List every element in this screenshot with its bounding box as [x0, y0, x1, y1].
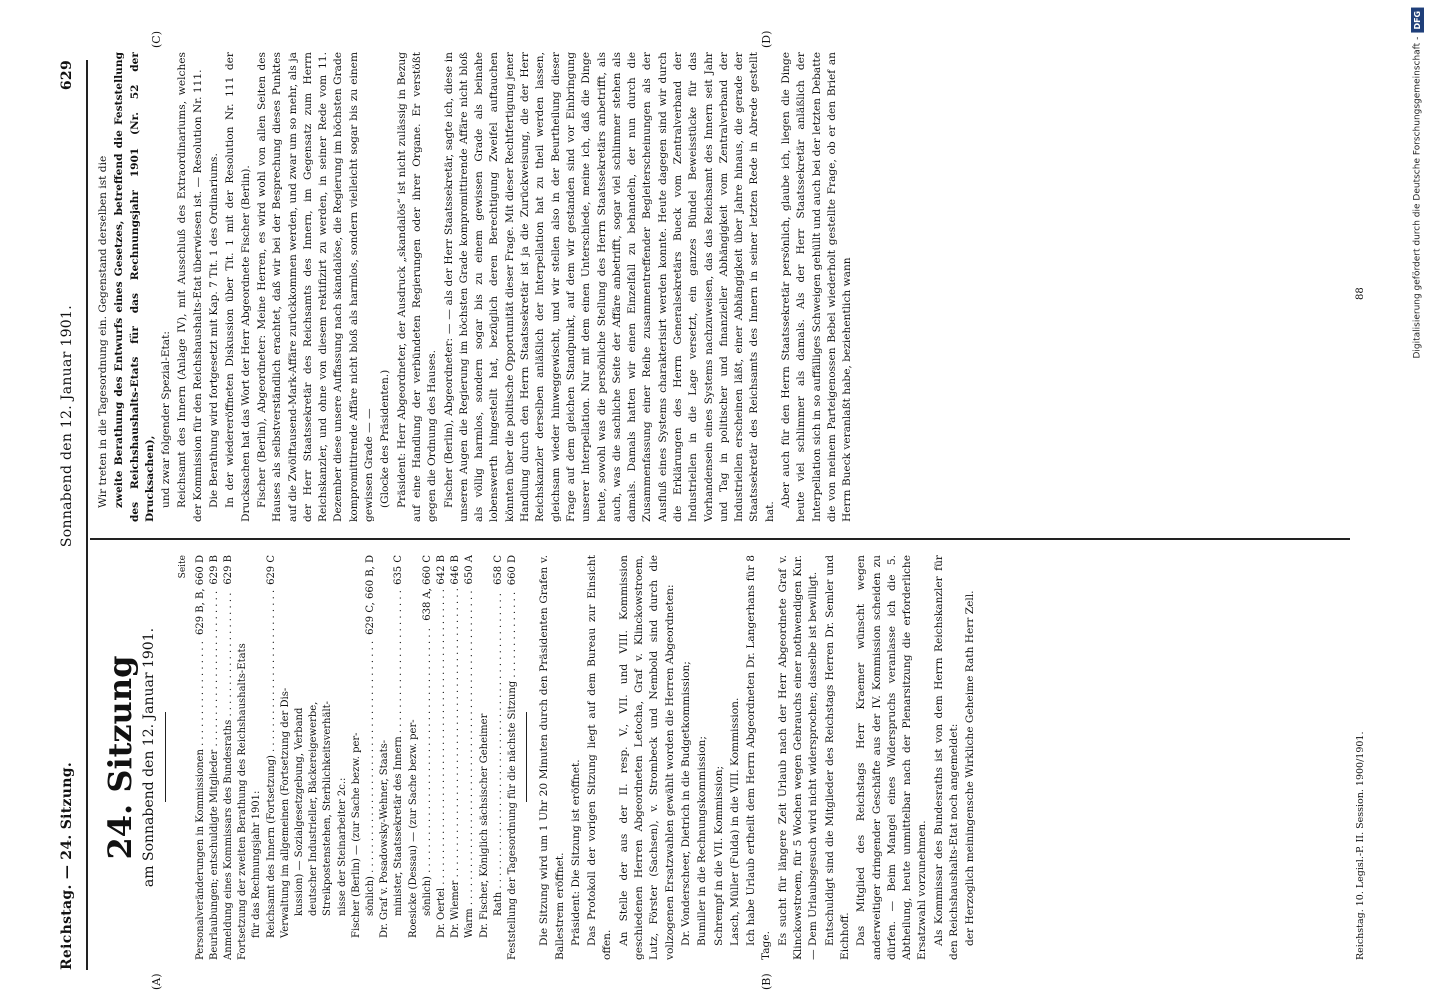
toc-entry-text: Dr. Fischer, Königlich sächsischer Geheimer — [478, 713, 490, 938]
left-column — [96, 555, 1346, 960]
toc-entry-text: Warm . . . — [463, 589, 477, 961]
paragraph: Als Kommissar des Bundesraths ist von dem Herrn Reichskanzler für den Reichshaushalts-Etat noch angemeldet: — [932, 555, 960, 960]
toc-row — [321, 555, 335, 960]
paragraph: Das Mitglied des Reichstags Herr Kraemer wünscht wegen anderweitiger dringender Geschäfte aus der IV. Kommission scheiden zu dürfen. — Beim Mangel eines Widerspruchs veranlasse ich die 5. Abtheilung, heute unmittelbar nach der Plenarsitzung die erforderliche Ersatzwahl vorzunehmen. — [855, 555, 929, 960]
toc-row — [392, 555, 406, 960]
paragraph: und zwar folgender Spezial-Etat: — [160, 331, 173, 508]
toc-entry-text: sönlich) . . . — [421, 625, 435, 960]
toc-entry-text: Fortsetzung der zweiten Berathung des Reichshaushalts-Etats — [237, 643, 249, 960]
toc-row — [208, 555, 222, 960]
paragraph: Es sucht für längere Zeit Urlaub nach der Herr Abgeordnete Graf v. Klinckowstroem, für 5 Wochen wegen Gebrauchs einer nothwendigen Kur. — Dem Urlaubsgesuch wird nicht widersprochen; dasselbe ist bewilligt. — [776, 555, 820, 960]
toc-row — [364, 555, 378, 960]
paragraph: Entschuldigt sind die Mitglieder des Reichstags Herren Dr. Semler und Eichhoff. — [823, 555, 851, 960]
header-rule — [86, 60, 88, 970]
toc-entry-text: Dr. Oertel . . . — [435, 589, 449, 960]
toc-row — [506, 555, 520, 960]
right-column — [96, 52, 1346, 522]
header-center: Sonnabend den 12. Januar 1901. — [59, 305, 75, 548]
toc-entry-text: Rath . . . — [492, 589, 506, 960]
toc-entry-page — [378, 555, 392, 559]
dfg-credit-text: Digitalisierung gefördert durch die Deutsche Forschungsgemeinschaft - — [1412, 36, 1423, 359]
column-divider — [90, 538, 1350, 540]
paragraph: Präsident: Herr Abgeordneter, der Ausdruck „skandalös“ ist nicht zulässig in Bezug auf eine Handlung der verbündeten Regierungen oder ihrer Organe. Er verstößt gegen die Ordnung des Hauses. — [395, 52, 439, 522]
paragraph: Reichsamt des Innern (Anlage IV), mit Ausschluß des Extraordinariums, welches der Kommission für den Reichshaushalts-Etat überwiesen ist. — Resolution Nr. 111. — [176, 52, 204, 522]
toc-entry-page — [279, 555, 293, 559]
toc-row — [293, 555, 307, 960]
paragraph: Schrempf in die VII. Kommission; — [712, 765, 725, 946]
toc-row — [279, 555, 293, 960]
paragraph: Fischer (Berlin), Abgeordneter: Meine Herren, es wird wohl von allen Seiten des Hauses als selbstverständlich erachtet, daß wir bei der Besprechung dieses Punktes auf die Zwölftausend-Mark-Affäre zurückkommen werden, und zwar um so mehr, als ja der Herr Staatssekretär des Reichsamts des Innern, im Gegensatz zum Herrn Reichskanzler, und ohne von diesem rektifizirt zu werden, in seiner Rede vom 11. Dezember diese unsere Auffassung nach skandalöse, die Regierung im höchsten Grade kompromittirende Affäre nicht bloß als harmlos, sondern vielleicht sogar bis zu einem gewissen Grade — — — [255, 52, 376, 522]
paragraph: Das Protokoll der vorigen Sitzung liegt auf dem Bureau zur Einsicht offen. — [586, 555, 614, 960]
toc-entry-page: 650 A — [464, 555, 476, 585]
toc-row — [463, 555, 477, 960]
toc-entry-text: für das Rechnungsjahr 1901: — [251, 790, 263, 938]
toc-entry-text: nisse der Steinarbeiter 2c.: — [336, 777, 348, 916]
dfg-credit — [1411, 8, 1424, 359]
header-left: Reichstag. — 24. Sitzung. — [59, 762, 75, 970]
toc-entry-text: Anmeldung eines Kommissars des Bundesraths . . . — [222, 589, 236, 960]
toc-row — [250, 555, 264, 960]
toc-entry-text: Verwaltung im allgemeinen (Fortsetzung der Dis- — [279, 687, 291, 938]
dfg-logo: DFG — [1411, 8, 1424, 33]
margin-letter-d: (D) — [760, 30, 773, 48]
session-subtitle: am Sonnabend den 12. Januar 1901. — [141, 627, 157, 888]
toc-row — [194, 555, 208, 960]
toc-entry-page: 646 B — [450, 555, 462, 585]
toc-entry-text: Beurlaubungen; entschuldigte Mitglieder . . . — [208, 589, 222, 960]
paragraph: Wir treten in die Tagesordnung ein. Gegenstand derselben ist die — [97, 155, 109, 508]
paragraph: In der wiedereröffneten Diskussion über Tit. 1 mit der Resolution Nr. 111 der Drucksachen hat das Wort der Herr Abgeordnete Fischer (Berlin). — [224, 52, 252, 522]
paragraph: Dr. Vonderscheer, Dietrich in die Budgetkommission; — [679, 661, 692, 946]
toc-entry-page: 638 A, 660 C — [421, 555, 433, 621]
toc-entry-page — [250, 555, 264, 559]
toc-row — [407, 555, 421, 960]
table-of-contents — [194, 555, 521, 960]
paragraph: An Stelle der aus der II. resp. V., VII. und VIII. Kommission geschiedenen Herren Abgeordneten Letocha, Graf v. Klinckowstroem, Lutz, Förster (Sachsen), v. Strombeck und Nembold sind durch die vollzogenen Ersatzwahlen gewählt worden die Herren Abgeordneten: — [617, 555, 676, 960]
margin-letter-a: (A) — [150, 973, 163, 990]
toc-row — [378, 555, 392, 960]
toc-row — [350, 555, 364, 960]
toc-entry-text: Dr. Wiemer . . . — [449, 589, 463, 960]
footer-note: Reichstag. 10. Legisl.-P. II. Session. 1900/1901. — [1355, 731, 1366, 960]
margin-letter-c: (C) — [150, 31, 163, 48]
toc-entry-page — [350, 555, 364, 559]
toc-entry-text: sönlich) . . . — [364, 639, 378, 960]
toc-entry-text: minister, Staatssekretär des Innern . . . — [392, 589, 406, 960]
toc-row — [222, 555, 236, 960]
toc-entry-text: Dr. Graf v. Posadowsky-Wehner, Staats- — [379, 739, 391, 938]
toc-entry-page: 660 D — [507, 555, 519, 586]
toc-entry-page: 629 C, 660 B, D — [365, 555, 377, 635]
left-body — [537, 555, 978, 960]
toc-entry-page — [307, 555, 321, 559]
toc-entry-text: Feststellung der Tagesordnung für die nächste Sitzung . . . — [506, 589, 520, 960]
signature-number: 88 — [1355, 287, 1366, 300]
toc-entry-page: 658 C — [492, 555, 504, 585]
toc-row — [492, 555, 506, 960]
title-rule — [165, 713, 166, 803]
paragraph: zweite Berathung des Entwurfs eines Gesetzes, betreffend die Feststellung des Reichshaushalts-Etats für das Rechnungsjahr 1901 (Nr. 52 der Drucksachen), — [113, 52, 156, 522]
page-header — [50, 60, 84, 970]
toc-row — [265, 555, 279, 960]
paragraph: Präsident: Die Sitzung ist eröffnet. — [569, 759, 582, 946]
toc-entry-page: 642 B — [436, 555, 448, 585]
toc-entry-page — [407, 555, 421, 559]
toc-entry-text: Reichsamt des Innern (Fortsetzung) . . . — [265, 589, 279, 960]
toc-row — [478, 555, 492, 960]
toc-entry-text: kussion) — Sozialgesetzgebung, Verband — [294, 707, 306, 916]
paragraph: Aber auch für den Herrn Staatssekretär persönlich, glaube ich, liegen die Dinge heute viel schlimmer als damals. Als der Herr Staatssekretär anläßlich der Interpellation sich in so auffälliges Schweigen gehüllt und auch bei der letzten Debatte die von meinem Parteigenossen Bebel wiederholt gestellte Frage, ob er den Brief an Herrn Bueck veranlaßt habe, beziehentlich wann — [780, 52, 854, 522]
toc-entry-text: Roesicke (Dessau) — (zur Sache bezw. per- — [407, 719, 419, 938]
toc-rule — [526, 713, 527, 803]
paragraph: Ich habe Urlaub ertheilt dem Herrn Abgeordneten Dr. Langerhans für 8 Tage. — [745, 555, 773, 960]
paragraph: Fischer (Berlin), Abgeordneter: — — als der Herr Staatssekretär, sagte ich, diese in unseren Augen die Regierung im höchsten Grade kompromittirende Affäre nicht bloß als völlig harmlos, sondern sogar bis zu einem gewissen Grade als beinahe lobenswerth hingestellt hat, bezüglich deren Berechtigung Zweifel auftauchen könnten über die politische Opportunität dieser Frage. Mit dieser Rechtfertigung jener Handlung durch den Herrn Staatssekretär ist ja die Zurückweisung, die der Herr Reichskanzler derselben anläßlich der Interpellation hat zu theil werden lassen, gleichsam wieder hinweggewischt, und wir stellen also in der Beurtheilung dieser Frage auf dem gleichen Standpunkt, auf dem wir gestanden sind vor Einbringung unserer Interpellation. Nur mit dem einen Unterschiede, meine ich, daß die Dinge heute, sowohl was die persönliche Stellung des Herrn Staatssekretärs anbetrifft, als auch, was die sachliche Seite der Affäre anbetrifft, sogar viel schlimmer stehen als damals. Damals hatten wir einen Einzelfall zu behandeln, der nun durch die Zusammenfassung einer Reihe zusammentreffender Begleiterscheinungen als der Ausfluß eines Systems charakterisirt werden konnte. Heute dagegen sind wir durch die Erklärungen des Herrn Generalsekretärs Bueck vom Zentralverband der Industriellen in die Lage versetzt, ein ganzes Bündel Beweisstücke für das Vorhandensein eines Systems nachzuweisen, das das Reichsamt des Innern seit Jahr und Tag in politischer und finanzieller Abhängigkeit vom Zentralverband der Industriellen erscheinen läßt, einer Abhängigkeit über Jahre hinaus, die gerade der Staatssekretär des Reichsamts des Innern in seiner letzten Rede in Abrede gestellt hat. — [442, 52, 776, 522]
right-body — [96, 52, 856, 522]
toc-entry-page — [321, 555, 335, 559]
toc-entry-page: 629 B — [223, 555, 234, 585]
paragraph: (Glocke des Präsidenten.) — [379, 369, 392, 508]
toc-row — [236, 555, 250, 960]
toc-entry-page: 635 C — [393, 555, 405, 585]
toc-entry-page — [293, 555, 307, 559]
toc-row — [421, 555, 435, 960]
toc-seite-label: Seite — [178, 555, 189, 579]
paragraph: Bumiller in die Rechnungskommission; — [696, 736, 709, 946]
paragraph: Die Berathung wird fortgesetzt mit Kap. 7 Tit. 1 des Ordinariums. — [208, 153, 221, 508]
paragraph: Die Sitzung wird um 1 Uhr 20 Minuten durch den Präsidenten Grafen v. Ballestrem eröffnet. — [538, 555, 566, 960]
margin-letter-b: (B) — [760, 973, 773, 990]
header-page-number: 629 — [59, 60, 75, 91]
toc-entry-page: 629 B — [208, 555, 220, 585]
toc-row — [307, 555, 321, 960]
toc-entry-page — [336, 555, 350, 559]
toc-entry-page: 629 B, B, 660 D — [194, 555, 206, 635]
session-title: 24. Sitzung — [101, 655, 139, 860]
toc-entry-page: 629 C — [265, 555, 277, 585]
toc-entry-text: Personalveränderungen in Kommissionen . . . — [194, 639, 208, 960]
toc-entry-text: deutscher Industrieller, Bäckereigewerbe, — [308, 701, 320, 916]
toc-entry-text: Streikpostenstehen, Sterblichkeitsverhält- — [322, 700, 334, 916]
toc-row — [449, 555, 463, 960]
toc-entry-text: Fischer (Berlin) — (zur Sache bezw. per- — [350, 732, 362, 938]
toc-row — [435, 555, 449, 960]
toc-entry-page — [478, 555, 492, 559]
toc-row — [336, 555, 350, 960]
paragraph: der Herzoglich meiningensche Wirkliche Geheime Rath Herr Zell. — [964, 590, 977, 946]
paragraph: Lasch, Müller (Fulda) in die VIII. Kommission. — [728, 697, 741, 946]
toc-entry-page — [236, 555, 250, 559]
